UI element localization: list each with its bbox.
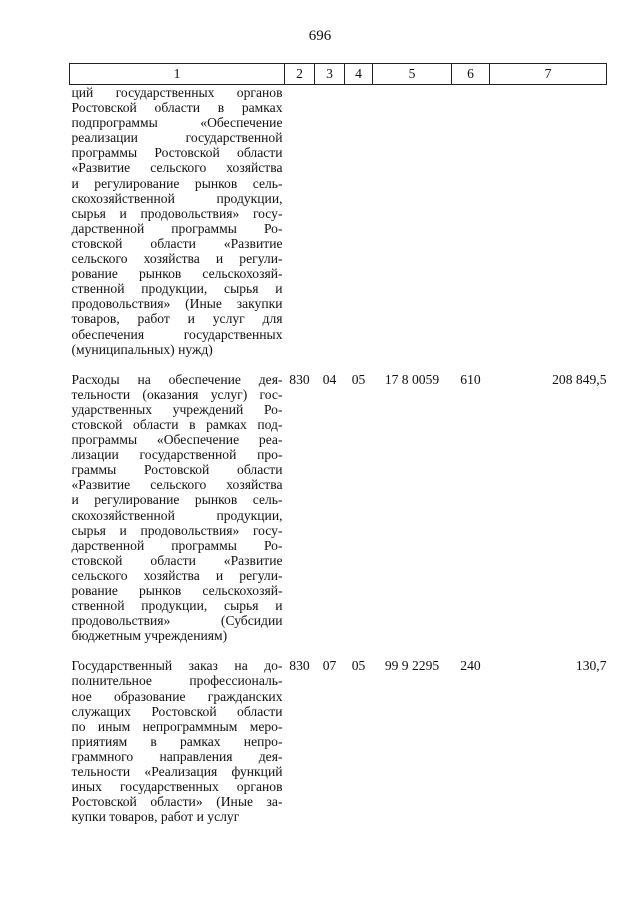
row-description (70, 85, 285, 372)
table-row (70, 658, 607, 824)
page-number: 696 (308, 28, 332, 44)
description-line: сырья и продовольствия» госу- (71, 205, 283, 221)
description-line: ций государственных органов (71, 85, 283, 100)
description-line: дарственной программы Ро- (71, 220, 283, 236)
description-line: граммного направления дея- (71, 748, 283, 764)
description-line: купки товаров, работ и услуг (71, 809, 240, 825)
description-line: «Развитие сельского хозяйства (71, 477, 283, 493)
cell-amount: 130,7 (575, 658, 607, 674)
cell-amount (490, 85, 607, 372)
description-line: лизации государственной про- (71, 447, 283, 463)
description-line: скохозяйственной продукции, (71, 507, 283, 523)
description-line: сырья и продовольствия» госу- (71, 522, 283, 538)
table-header (70, 64, 607, 85)
header-col-6: 6 (452, 64, 490, 85)
description-line: Государственный заказ на до- (71, 658, 283, 674)
cell-ved: 830 (289, 371, 310, 387)
description-line: скохозяйственной продукции, (71, 190, 283, 206)
description-line: программы «Обеспечение реа- (71, 432, 283, 448)
description-line: стовской области «Развитие (71, 552, 283, 568)
cell-expense-type: 610 (460, 371, 481, 387)
description-line: Ростовской области» (Иные за- (71, 794, 283, 810)
description-line: служащих Ростовской области (71, 703, 283, 719)
header-col-1: 1 (70, 64, 285, 85)
header-col-3: 3 (315, 64, 345, 85)
description-line: Ростовской области в рамках (71, 100, 283, 116)
table-body (70, 85, 607, 825)
header-col-5: 5 (373, 64, 452, 85)
description-line: и регулирование рынков сель- (71, 175, 283, 191)
description-line: товаров, работ и услуг для (71, 311, 283, 327)
description-line: тельности (оказания услуг) гос- (71, 386, 283, 402)
description-line: продовольствия» (Субсидии (71, 613, 283, 629)
description-line: граммы Ростовской области (71, 462, 283, 478)
cell-ved (285, 85, 315, 372)
description-line: реализации государственной (71, 130, 283, 146)
cell-section: 07 (322, 658, 337, 674)
cell-target-article: 99 9 2295 (384, 658, 440, 674)
description-line: бюджетным учреждениям) (71, 628, 228, 644)
description-line: (муниципальных) нужд) (71, 341, 213, 357)
description-line: ственной продукции, сырья и (71, 598, 283, 614)
cell-section (315, 85, 345, 372)
cell-ved: 830 (289, 658, 310, 674)
description-line: программы Ростовской области (71, 145, 283, 161)
description-line: тельности «Реализация функций (71, 764, 283, 780)
description-line: рование рынков сельскохозяй- (71, 266, 283, 282)
row-description (70, 658, 285, 824)
cell-section: 04 (322, 371, 337, 387)
budget-table (69, 63, 607, 824)
description-line: ударственных учреждений Ро- (71, 401, 283, 417)
description-line: ное образование гражданских (71, 688, 283, 704)
description-line: полнительное профессиональ- (71, 673, 283, 689)
description-line: ственной продукции, сырья и (71, 281, 283, 297)
description-line: «Развитие сельского хозяйства (71, 160, 283, 176)
description-line: и регулирование рынков сель- (71, 492, 283, 508)
description-line: по иным непрограммным меро- (71, 718, 283, 734)
description-line: иных государственных органов (71, 779, 283, 795)
header-col-7: 7 (490, 64, 607, 85)
description-line: стовской области в рамках под- (71, 416, 283, 432)
cell-subsection: 05 (351, 658, 366, 674)
description-line: сельского хозяйства и регули- (71, 251, 283, 267)
description-line: подпрограммы «Обеспечение (71, 115, 283, 131)
description-line: Расходы на обеспечение дея- (71, 371, 283, 387)
header-col-2: 2 (285, 64, 315, 85)
cell-subsection (345, 85, 373, 372)
table-row (70, 372, 607, 659)
row-description (70, 372, 285, 659)
description-line: приятиям в рамках непро- (71, 733, 283, 749)
description-line: дарственной программы Ро- (71, 537, 283, 553)
cell-expense-type: 240 (460, 658, 481, 674)
description-line: обеспечения государственных (71, 326, 283, 342)
cell-target-article: 17 8 0059 (384, 371, 440, 387)
description-line: рование рынков сельскохозяй- (71, 583, 283, 598)
description-line: продовольствия» (Иные закупки (71, 296, 283, 312)
cell-amount: 208 849,5 (552, 371, 607, 387)
description-line: сельского хозяйства и регули- (71, 567, 283, 583)
cell-subsection: 05 (351, 371, 366, 387)
table-row (70, 85, 607, 372)
cell-target-article (373, 85, 452, 372)
header-col-4: 4 (345, 64, 373, 85)
description-line: стовской области «Развитие (71, 235, 283, 251)
cell-expense-type (452, 85, 490, 372)
